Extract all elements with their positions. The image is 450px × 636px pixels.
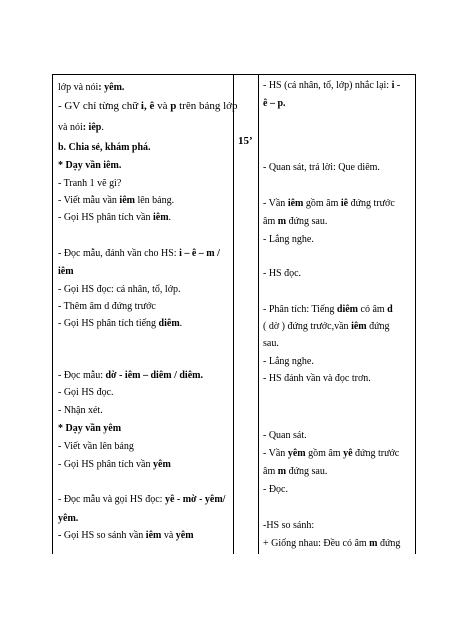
bold-text: m [369, 538, 378, 549]
text: - Đọc. [263, 484, 288, 495]
bold-text: i, ê [140, 100, 155, 112]
teacher-activity-line [58, 195, 174, 207]
text: - Gọi HS phân tích vần [58, 212, 153, 223]
text: đứng trước [352, 448, 400, 459]
text: lớp và nói [58, 82, 99, 93]
student-activity-line [263, 98, 286, 110]
text: đứng [377, 538, 401, 549]
text: . [168, 212, 172, 223]
bold-text: iêm [153, 212, 169, 223]
bold-text: * Dạy vần yêm [58, 423, 122, 434]
text: . [179, 318, 183, 329]
teacher-activity-line [58, 530, 194, 542]
student-activity-line [263, 198, 395, 210]
teacher-activity-line [58, 122, 104, 134]
student-activity-line [263, 268, 301, 280]
bold-text: p [170, 100, 177, 112]
teacher-activity-line [58, 160, 121, 172]
student-activity-line [263, 448, 399, 460]
teacher-activity-line [58, 494, 225, 506]
text: - Gọi HS đọc. [58, 387, 114, 398]
bold-text: i - [391, 80, 401, 91]
bold-text: iêm [119, 195, 135, 206]
text: - Tranh 1 vẽ gì? [58, 178, 122, 189]
student-activity-line [263, 484, 288, 496]
student-activity-line [263, 304, 393, 316]
time-duration: 15’ [238, 135, 253, 147]
text: - HS đọc. [263, 268, 302, 279]
text: -HS so sánh: [263, 520, 315, 531]
teacher-activity-line [58, 301, 156, 313]
text: - Đọc mẫu, đánh vần cho HS: [58, 248, 180, 259]
text: - Viết mẫu vần [58, 195, 120, 206]
text: - Gọi HS đọc: cá nhân, tổ, lớp. [58, 284, 181, 295]
text: đứng [366, 321, 390, 332]
teacher-activity-line [58, 100, 237, 112]
text: . [101, 122, 104, 133]
text: - HS đánh vần và đọc trơn. [263, 373, 371, 384]
student-activity-line [263, 520, 314, 532]
student-activity-line [263, 338, 279, 350]
teacher-activity-line [58, 142, 151, 154]
student-activity-line [263, 356, 314, 368]
student-activity-line [263, 234, 314, 246]
teacher-activity-line [58, 266, 74, 278]
bold-text: iêm [58, 266, 74, 277]
text: - GV chỉ từng chữ [58, 100, 141, 112]
bold-text: yêm [287, 448, 306, 459]
bold-text: i – ê – m / [179, 248, 220, 259]
text: - HS (cá nhân, tổ, lớp) nhắc lại: [263, 80, 392, 91]
text: và [154, 100, 171, 112]
text: đứng sau. [286, 216, 328, 227]
text: - Thêm âm d đứng trước [58, 301, 156, 312]
text: âm [263, 216, 278, 227]
bold-text: yêm [175, 530, 194, 541]
bold-text: - [58, 530, 64, 541]
bold-text: yêm. [58, 513, 79, 524]
text: - Quan sát, trả lời: Que diêm. [263, 162, 380, 173]
text: ( dờ ) đứng trước,vần [263, 321, 352, 332]
text: - Đọc mẫu và gọi HS đọc: [58, 494, 165, 505]
text: + Giống nhau: Đều có âm [263, 538, 370, 549]
teacher-activity-line [58, 82, 124, 94]
student-activity-line [263, 216, 327, 228]
text: và [161, 530, 176, 541]
table-right-border [415, 74, 416, 554]
text: - Vần [263, 198, 288, 209]
table-left-border [52, 74, 53, 554]
teacher-activity-line [58, 212, 171, 224]
text: trên bảng lớp [176, 100, 238, 112]
bold-text: : iêp [82, 122, 102, 133]
text: - Lắng nghe. [263, 234, 314, 245]
text: - Gọi HS phân tích vần [58, 459, 153, 470]
text: sau. [263, 338, 279, 349]
teacher-activity-line [58, 318, 182, 330]
teacher-activity-line [58, 513, 78, 525]
teacher-activity-line [58, 423, 121, 435]
bold-text: iê [340, 198, 349, 209]
time-column-left-border [233, 74, 234, 554]
student-activity-line [263, 466, 327, 478]
text: Gọi HS so sánh vần [63, 530, 146, 541]
bold-text: m [277, 466, 287, 477]
student-activity-line [263, 321, 390, 333]
text: lên bảng. [134, 195, 175, 206]
time-column-right-border [258, 74, 259, 554]
text: - Nhận xét. [58, 405, 103, 416]
text: - Đọc mẫu: [58, 370, 106, 381]
student-activity-line [263, 538, 400, 550]
bold-text: iêm [351, 321, 367, 332]
bold-text: iêm [145, 530, 162, 541]
text: - Lắng nghe. [263, 356, 314, 367]
teacher-activity-line [58, 441, 134, 453]
teacher-activity-line [58, 459, 171, 471]
bold-text: diêm [158, 318, 180, 329]
text: - Quan sát. [263, 430, 307, 441]
teacher-activity-line [58, 284, 181, 296]
text: gồm âm [303, 198, 341, 209]
bold-text: m [277, 216, 287, 227]
bold-text: yê - mờ - yêm/ [164, 494, 226, 505]
bold-text: * Dạy vần iêm. [58, 160, 122, 171]
text: đứng sau. [286, 466, 328, 477]
text: - Vần [263, 448, 288, 459]
teacher-activity-line [58, 178, 121, 190]
bold-text: ê – p. [263, 98, 286, 109]
text: - Phân tích: Tiếng [263, 304, 337, 315]
teacher-activity-line [58, 370, 203, 382]
bold-text: dờ - iêm – diêm / diêm. [105, 370, 203, 381]
bold-text: d [387, 304, 393, 315]
student-activity-line [263, 373, 371, 385]
text: có âm [358, 304, 388, 315]
text: - Viết vần lên bảng [58, 441, 134, 452]
bold-text: b. Chia sẻ, khám phá. [58, 142, 151, 153]
text: đứng trước [348, 198, 395, 209]
bold-text: yê [343, 448, 353, 459]
student-activity-line [263, 162, 380, 174]
bold-text: diêm [336, 304, 359, 315]
text: và nói [58, 122, 83, 133]
bold-text: : yêm. [98, 82, 125, 93]
teacher-activity-line [58, 405, 103, 417]
bold-text: yêm [153, 459, 171, 470]
student-activity-line [263, 80, 400, 92]
teacher-activity-line [58, 387, 114, 399]
student-activity-line [263, 430, 307, 442]
teacher-activity-line [58, 248, 220, 260]
text: gồm âm [305, 448, 344, 459]
text: - Gọi HS phân tích tiếng [58, 318, 159, 329]
bold-text: iêm [287, 198, 304, 209]
text: âm [263, 466, 278, 477]
